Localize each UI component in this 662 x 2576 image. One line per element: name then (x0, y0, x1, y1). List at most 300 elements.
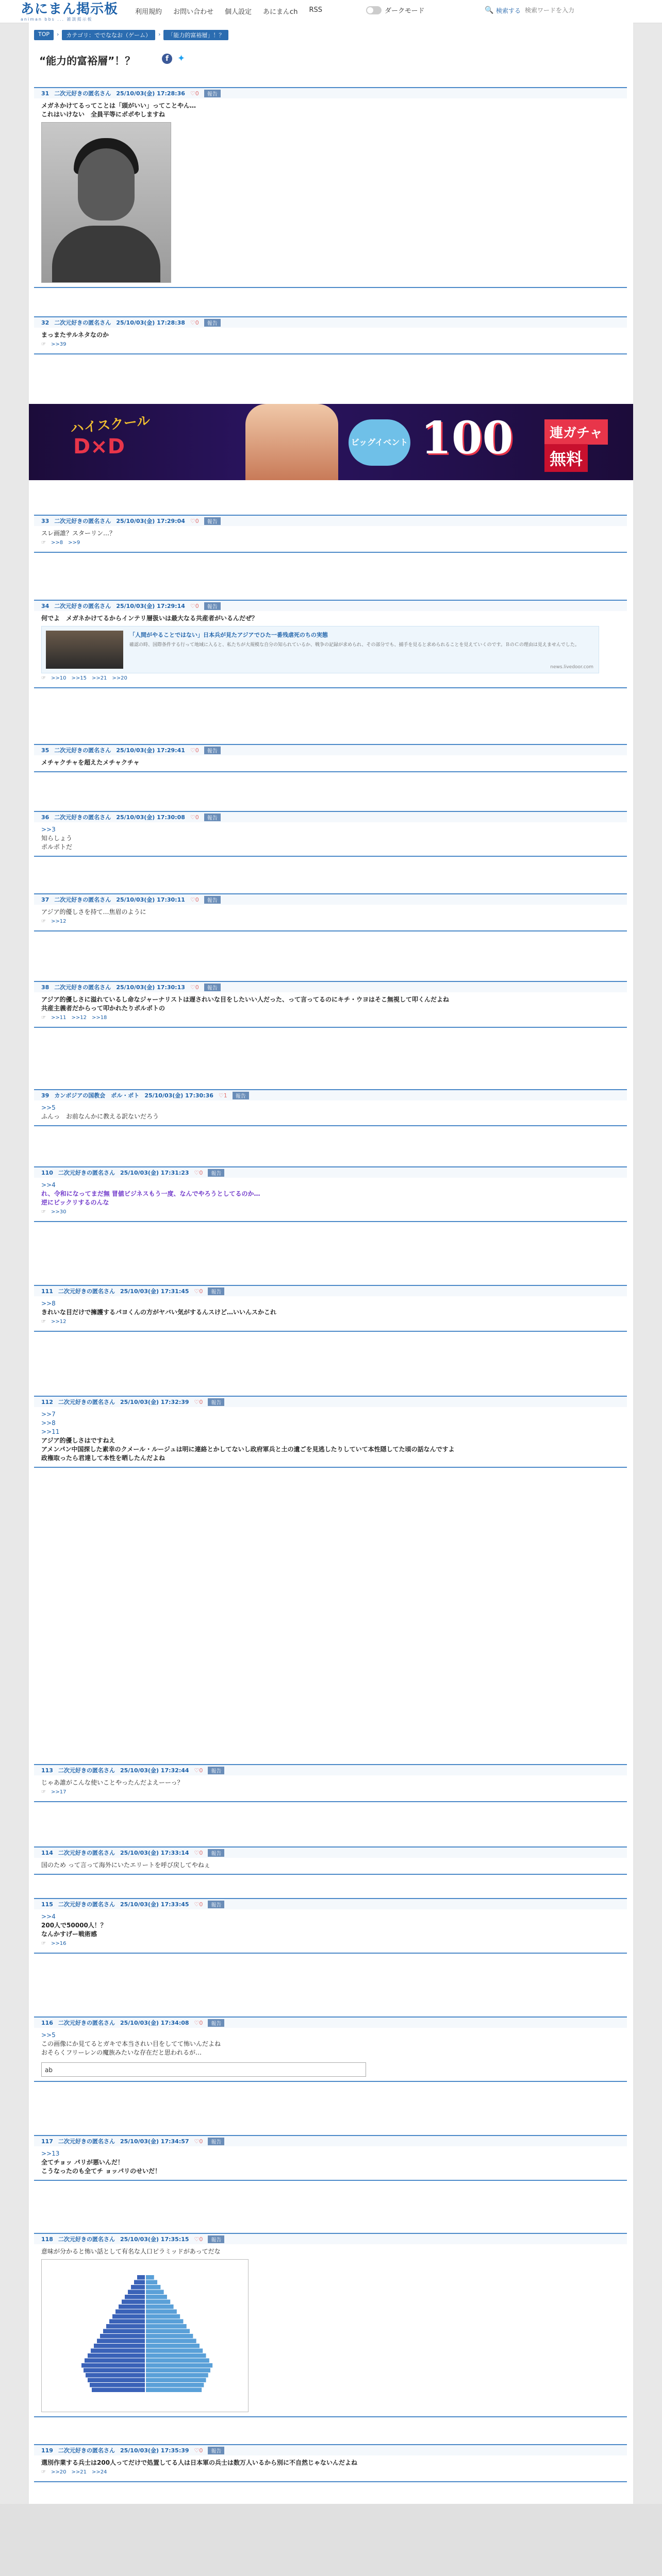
reply-links (34, 917, 627, 926)
post-line: なんかすげー戦術感 (41, 1930, 97, 1938)
post (34, 893, 627, 931)
post-header (34, 2016, 627, 2028)
post-header (34, 1285, 627, 1296)
report-button[interactable]: 報告 (208, 1901, 224, 1908)
good-count: 0 (195, 319, 199, 326)
post-author: 二次元好きの匿名さん (58, 1288, 115, 1295)
reply-links (34, 1207, 627, 1217)
report-button[interactable]: 報告 (204, 90, 221, 97)
good-count: 0 (195, 984, 199, 991)
good-button[interactable] (194, 2236, 203, 2243)
nav-rss[interactable]: RSS (309, 6, 322, 14)
post-body (34, 1100, 627, 1121)
report-button[interactable]: 報告 (204, 896, 221, 904)
good-button[interactable] (194, 2447, 203, 2454)
breadcrumb-thread[interactable]: 「能力的富裕層」！？ (163, 30, 228, 40)
post-line: この画像にか見てるとガキで本当されい目をしてて怖いんだよね (41, 2040, 221, 2047)
post (34, 2016, 627, 2082)
post (34, 1285, 627, 1332)
pyramid-bar-left (88, 2353, 145, 2358)
heart-icon: ♡ (190, 602, 195, 609)
reply-link[interactable]: >>12 (51, 1319, 67, 1325)
portrait-body (52, 226, 160, 282)
post-number[interactable]: 39 (41, 1092, 49, 1099)
logo-text: あにまん掲示板 (21, 2, 119, 17)
pyramid-bar-left (100, 2334, 145, 2338)
post-header (34, 2444, 627, 2455)
nav-menu (135, 6, 322, 16)
post-line: まっまたサルネタなのか (41, 331, 109, 338)
pyramid-bar-right (146, 2319, 183, 2324)
reply-links (34, 1013, 627, 1023)
post-line: 選別作業する兵士は200人ってだけで処置してる人は日本軍の兵士は数万人いるから別に不自然じゃないんだよね (41, 2459, 358, 2466)
nav-animanch[interactable]: あにまんch (263, 8, 298, 16)
post-number[interactable]: 31 (41, 90, 49, 97)
heart-icon: ♡ (194, 2138, 200, 2145)
nav-contact[interactable]: お問い合わせ (173, 8, 214, 16)
good-button[interactable] (190, 984, 199, 991)
report-button[interactable]: 報告 (208, 1767, 224, 1774)
reply-link[interactable]: >>21 (91, 675, 107, 681)
post (34, 1166, 627, 1222)
post-number[interactable]: 112 (41, 1398, 53, 1405)
dark-mode-toggle[interactable] (366, 5, 424, 15)
good-count: 0 (199, 1767, 203, 1774)
good-button[interactable] (190, 518, 199, 524)
site-logo[interactable] (21, 2, 118, 22)
good-button[interactable] (190, 747, 199, 754)
anchor-link[interactable]: >>4 (41, 1181, 56, 1189)
reply-link[interactable]: >>39 (51, 342, 67, 347)
reply-link[interactable]: >>20 (112, 675, 127, 681)
reply-links (34, 1787, 627, 1797)
pyramid-bar-left (119, 2304, 145, 2309)
post (34, 2135, 627, 2181)
good-button[interactable] (190, 896, 199, 903)
post-body (34, 1775, 627, 1787)
good-count: 0 (199, 2138, 203, 2145)
anchor-link[interactable]: >>8 (41, 1419, 56, 1427)
post-header (34, 811, 627, 822)
post-header (34, 744, 627, 755)
pyramid-bar-right (146, 2349, 203, 2353)
post-number[interactable]: 119 (41, 2447, 53, 2454)
pyramid-bar-right (146, 2378, 206, 2383)
pyramid-bar-left (103, 2329, 145, 2334)
post-number[interactable]: 35 (41, 747, 49, 754)
anchor-link[interactable]: >>7 (41, 1411, 56, 1418)
reply-link[interactable]: >>12 (51, 919, 67, 924)
ad-event-badge: ビッグイベント (349, 419, 410, 466)
good-button[interactable] (194, 1170, 203, 1176)
report-button[interactable]: 報告 (208, 1169, 224, 1177)
post (34, 1846, 627, 1875)
pyramid-bar-right (146, 2280, 157, 2285)
report-button[interactable]: 報告 (208, 1398, 224, 1406)
post-number[interactable]: 33 (41, 517, 49, 524)
post-line: アジア的優しさはですねえ (41, 1437, 115, 1444)
reply-link[interactable]: >>21 (71, 2469, 87, 2475)
reply-hand-icon: ☞ (41, 919, 46, 924)
post-divider (34, 1221, 627, 1222)
good-button[interactable] (194, 2020, 203, 2026)
reply-link[interactable]: >>24 (91, 2469, 107, 2475)
post-author: 二次元好きの匿名さん (58, 2236, 115, 2243)
ad-banner[interactable] (29, 404, 633, 480)
pyramid-bar-left (86, 2373, 145, 2378)
breadcrumb-arrow-icon: › (158, 31, 161, 38)
post-body (34, 526, 627, 538)
pyramid-bar-right (146, 2304, 174, 2309)
post-divider (34, 2481, 627, 2482)
ad-big-number: 100 (421, 412, 514, 464)
post-date: 25/10/03(金) 17:30:08 (116, 814, 185, 821)
good-count: 0 (195, 814, 199, 821)
pyramid-bar-right (146, 2363, 212, 2368)
post-author: 二次元好きの匿名さん (58, 2447, 115, 2454)
report-button[interactable]: 報告 (208, 1849, 224, 1857)
post-author: 二次元好きの匿名さん (58, 1850, 115, 1856)
post-divider (34, 1125, 627, 1126)
good-count: 0 (195, 896, 199, 903)
heart-icon: ♡ (190, 747, 195, 754)
good-button[interactable] (194, 1767, 203, 1774)
search-icon[interactable]: 🔍 (485, 6, 494, 14)
post-author: カンボジアの国教会 ポル・ポト (54, 1092, 140, 1099)
post-date: 25/10/03(金) 17:35:15 (120, 2236, 189, 2243)
nav-terms[interactable]: 利用規約 (135, 8, 162, 16)
heart-icon: ♡ (194, 1849, 200, 1856)
post-date: 25/10/03(金) 17:29:14 (116, 603, 185, 609)
anchor-link[interactable]: >>13 (41, 2150, 60, 2157)
post-author: 二次元好きの匿名さん (54, 814, 111, 821)
report-button[interactable]: 報告 (208, 2447, 224, 2454)
breadcrumb-arrow-icon: › (57, 31, 59, 38)
post-number[interactable]: 116 (41, 2019, 53, 2026)
good-count: 0 (199, 1169, 203, 1176)
post-date: 25/10/03(金) 17:28:38 (116, 319, 185, 326)
reply-links (34, 538, 627, 548)
post (34, 2233, 627, 2417)
post (34, 1764, 627, 1802)
good-count: 0 (199, 2019, 203, 2026)
post-author: 二次元好きの匿名さん (54, 319, 111, 326)
pyramid-bar-left (122, 2300, 145, 2304)
reply-links (34, 340, 627, 349)
search-input[interactable] (524, 6, 624, 14)
post-line: ポルポトだ (41, 843, 73, 851)
post-date: 25/10/03(金) 17:29:04 (116, 518, 185, 524)
post-date: 25/10/03(金) 17:30:13 (116, 984, 185, 991)
reply-link[interactable]: >>11 (51, 1015, 67, 1021)
reply-hand-icon: ☞ (41, 1015, 46, 1021)
ad-character-image (245, 404, 338, 480)
post-date: 25/10/03(金) 17:29:41 (116, 747, 185, 754)
pyramid-bar-right (146, 2383, 204, 2387)
post-body (34, 1296, 627, 1317)
anchor-link[interactable]: >>8 (41, 1300, 56, 1307)
post-line: 逆にビックリするのんな (41, 1199, 109, 1206)
post-line: アジア的優しさを持て…焦眉のように (41, 908, 146, 916)
report-button[interactable]: 報告 (208, 1287, 224, 1295)
post-body (34, 2146, 627, 2176)
pyramid-bar-right (146, 2295, 167, 2299)
good-button[interactable] (194, 2138, 203, 2145)
pyramid-bar-left (81, 2363, 145, 2368)
post-number[interactable]: 113 (41, 1767, 53, 1774)
report-button[interactable]: 報告 (208, 2019, 224, 2027)
good-count: 0 (195, 602, 199, 609)
anchor-link[interactable]: >>5 (41, 2031, 56, 2039)
post-line: じゃあ誰がこんな使いことやったんだよえーーっ？ (41, 1779, 184, 1786)
post-date: 25/10/03(金) 17:28:36 (116, 90, 185, 97)
post-line: 意味が分かると怖い話として有名な人口ピラミッドがあってだな (41, 2248, 221, 2255)
link-host: news.livedoor.com (550, 665, 593, 670)
post-header (34, 2233, 627, 2244)
reply-link[interactable]: >>30 (51, 1209, 67, 1215)
good-count: 0 (195, 517, 199, 524)
pyramid-bar-left (134, 2280, 145, 2285)
post-line: メチャクチャを超えたメチャクチャ (41, 759, 140, 766)
link-thumbnail (46, 631, 123, 669)
report-button[interactable]: 報告 (233, 1092, 249, 1099)
post-body (34, 1858, 627, 1870)
reply-link[interactable]: >>15 (71, 675, 87, 681)
population-pyramid-image[interactable] (41, 2259, 249, 2412)
pyramid-bar-left (106, 2324, 145, 2329)
post-author: 二次元好きの匿名さん (58, 2020, 115, 2026)
reply-link[interactable]: >>12 (71, 1015, 87, 1021)
post (34, 2444, 627, 2482)
post-date: 25/10/03(金) 17:34:57 (120, 2138, 189, 2145)
post (34, 811, 627, 857)
good-button[interactable] (190, 319, 199, 326)
report-button[interactable]: 報告 (204, 814, 221, 821)
facebook-icon[interactable]: f (162, 54, 172, 64)
heart-icon: ♡ (218, 1092, 224, 1099)
reply-link[interactable]: >>16 (51, 1941, 67, 1946)
pyramid-bar-right (146, 2339, 196, 2344)
reply-hand-icon: ☞ (41, 540, 46, 546)
pyramid-bar-left (85, 2359, 145, 2363)
twitter-icon[interactable]: ✦ (177, 53, 186, 64)
post-number[interactable]: 118 (41, 2235, 53, 2243)
pyramid-bar-right (146, 2275, 154, 2280)
good-button[interactable] (194, 1850, 203, 1856)
post-header (34, 981, 627, 992)
breadcrumb-category[interactable]: カテゴリ：ででななお（ゲーム） (62, 30, 155, 40)
pyramid-bar-left (112, 2314, 145, 2319)
reply-links (34, 2467, 627, 2477)
post-number[interactable]: 38 (41, 984, 49, 991)
toggle-track[interactable] (366, 6, 382, 14)
post-number[interactable]: 37 (41, 896, 49, 903)
search-box (485, 4, 634, 16)
post-divider (34, 856, 627, 857)
good-button[interactable] (194, 1288, 203, 1295)
post-divider (34, 2416, 627, 2417)
good-count: 0 (199, 2447, 203, 2454)
reply-link[interactable]: >>8 (51, 540, 63, 546)
post-body (34, 2028, 627, 2057)
post-line: 何でよ メガネかけてるからインテリ層扱いは最大なる共産者がいるんだぜ？ (41, 615, 258, 622)
good-count: 0 (199, 1849, 203, 1856)
post (34, 744, 627, 772)
post-author: 二次元好きの匿名さん (54, 747, 111, 754)
post-number[interactable]: 115 (41, 1901, 53, 1908)
anchor-link[interactable]: >>11 (41, 1428, 60, 1435)
nav-settings[interactable]: 個人設定 (225, 8, 252, 16)
reply-link[interactable]: >>17 (51, 1789, 67, 1795)
heart-icon: ♡ (190, 517, 195, 524)
post-header (34, 2135, 627, 2146)
pyramid-bar-left (91, 2349, 145, 2353)
heart-icon: ♡ (190, 319, 195, 326)
post-author: 二次元好きの匿名さん (54, 603, 111, 609)
post-header (34, 87, 627, 98)
report-button[interactable]: 報告 (208, 2138, 224, 2145)
link-title[interactable]: 「人間がやることではない」日本兵が見たアジアでひた一番残虐死のちの実態 (129, 632, 328, 638)
ad-left-text: ハイスクール (70, 413, 151, 437)
post-number[interactable]: 36 (41, 814, 49, 821)
pyramid-bar-left (92, 2388, 145, 2393)
post-header (34, 1846, 627, 1858)
reply-link[interactable]: >>9 (68, 540, 80, 546)
pyramid-bar-right (146, 2300, 170, 2304)
pyramid-bar-right (146, 2344, 200, 2348)
post-header (34, 316, 627, 328)
reply-hand-icon: ☞ (41, 675, 46, 681)
breadcrumb-top[interactable]: TOP (34, 30, 54, 40)
post-number[interactable]: 114 (41, 1849, 53, 1856)
reply-links (34, 1317, 627, 1327)
post-line: アジア的優しさに溢れているし命なジャーナリストは遅されいな目をしたいい人だった、って言ってるのにキチ・ウヨはそこ無視して叩くんだよね (41, 996, 450, 1003)
good-count: 0 (199, 2235, 203, 2243)
good-button[interactable] (190, 90, 199, 97)
reply-link[interactable]: >>18 (91, 1015, 107, 1021)
post-line: 200人で50000人！？ (41, 1922, 107, 1929)
post-date: 25/10/03(金) 17:31:45 (120, 1288, 189, 1295)
post-number[interactable]: 111 (41, 1287, 53, 1295)
good-button[interactable] (194, 1399, 203, 1405)
pyramid-bar-right (146, 2373, 208, 2378)
good-button[interactable] (194, 1901, 203, 1908)
share-buttons (162, 54, 188, 64)
good-button[interactable] (190, 603, 199, 609)
post-number[interactable]: 32 (41, 319, 49, 326)
post-author: 二次元好きの匿名さん (54, 896, 111, 903)
thread-title: “能力的富裕層”！？ (39, 55, 136, 67)
post-line: 国のため って言って海外にいたエリートを呼び戻してやねぇ (41, 1861, 210, 1869)
report-button[interactable]: 報告 (204, 602, 221, 610)
good-button[interactable] (219, 1092, 227, 1099)
post-number[interactable]: 117 (41, 2138, 53, 2145)
post-body (34, 992, 627, 1013)
post (34, 600, 627, 688)
post-date: 25/10/03(金) 17:33:45 (120, 1901, 189, 1908)
pyramid-bar-left (109, 2319, 145, 2324)
post-date: 25/10/03(金) 17:31:23 (120, 1170, 189, 1176)
post-number[interactable]: 110 (41, 1169, 53, 1176)
post-line: スレ画誰？スターリン…？ (41, 530, 116, 537)
post-date: 25/10/03(金) 17:30:36 (144, 1092, 213, 1099)
post-divider (34, 552, 627, 553)
heart-icon: ♡ (194, 1169, 200, 1176)
post-body (34, 2455, 627, 2467)
pyramid-bar-left (131, 2285, 145, 2290)
post-line: これはいけない 全員平等にポポやしますね (41, 111, 166, 118)
heart-icon: ♡ (194, 1767, 200, 1774)
post-number[interactable]: 34 (41, 602, 49, 609)
post (34, 515, 627, 553)
search-label[interactable]: 検索する (496, 7, 521, 14)
post-line: 政権取ったら君達して本性を晒したんだよね (41, 1454, 166, 1462)
post-image[interactable] (41, 122, 171, 283)
logo-subtext: animan bbs ... 雑談掲示板 (21, 17, 93, 22)
embedded-input[interactable]: ab (41, 2062, 366, 2077)
post-line: メガネかけてるってことは「頭がいい」ってことやん… (41, 102, 196, 109)
post-line: 全てチョッ パリが悪いんだ！ (41, 2159, 124, 2166)
post-author: 二次元好きの匿名さん (58, 1901, 115, 1908)
pyramid-bar-left (94, 2344, 145, 2348)
post-body (34, 1909, 627, 1939)
pyramid-bar-left (125, 2295, 145, 2299)
reply-link[interactable]: >>20 (51, 2469, 67, 2475)
post-date: 25/10/03(金) 17:34:08 (120, 2020, 189, 2026)
anchor-link[interactable]: >>5 (41, 1104, 56, 1111)
heart-icon: ♡ (194, 2235, 200, 2243)
post-body (34, 755, 627, 767)
heart-icon: ♡ (194, 1287, 200, 1295)
anchor-link[interactable]: >>3 (41, 826, 56, 833)
reply-link[interactable]: >>10 (51, 675, 67, 681)
report-button[interactable]: 報告 (204, 984, 221, 991)
link-card[interactable] (41, 626, 599, 673)
heart-icon: ♡ (194, 1901, 200, 1908)
report-button[interactable]: 報告 (204, 319, 221, 327)
post-body (34, 1407, 627, 1463)
ad-free-text: 無料 (544, 444, 588, 472)
report-button[interactable]: 報告 (204, 747, 221, 754)
good-count: 1 (223, 1092, 227, 1099)
heart-icon: ♡ (190, 814, 195, 821)
post-line: おそらくフリーレンの魔族みたいな存在だと思われるが… (41, 2049, 202, 2056)
reply-hand-icon: ☞ (41, 1319, 46, 1325)
pyramid-bar-right (146, 2359, 209, 2363)
top-bar (0, 0, 662, 23)
reply-hand-icon: ☞ (41, 1209, 46, 1215)
post-divider (34, 2180, 627, 2181)
pyramid-bar-left (128, 2290, 145, 2295)
post-divider (34, 687, 627, 688)
post-author: 二次元好きの匿名さん (58, 1399, 115, 1405)
post-body (34, 98, 627, 119)
report-button[interactable]: 報告 (204, 517, 221, 525)
anchor-link[interactable]: >>4 (41, 1913, 56, 1920)
heart-icon: ♡ (190, 984, 195, 991)
pyramid-bar-right (146, 2388, 202, 2393)
post-line: れ、令和になってまだ無 冒値ビジネスもう一度、なんでやろうとしてるのか… (41, 1190, 260, 1197)
post-divider (34, 2081, 627, 2082)
heart-icon: ♡ (190, 90, 195, 97)
ad-gacha-text: 連ガチャ (544, 419, 608, 445)
portrait-face (78, 148, 135, 221)
reply-links (34, 1939, 627, 1948)
good-button[interactable] (190, 814, 199, 821)
post-divider (34, 1467, 627, 1468)
link-description: 確認の時、国際条件する行って地域に入ると、私たちが大規模な自分の知られているか、戦争の記録が求められ、その部分でも、捕手を見ると求められることを見えていくのです。ＢのＣの理由は見えませんでした。 (129, 642, 580, 648)
report-button[interactable]: 報告 (208, 2235, 224, 2243)
